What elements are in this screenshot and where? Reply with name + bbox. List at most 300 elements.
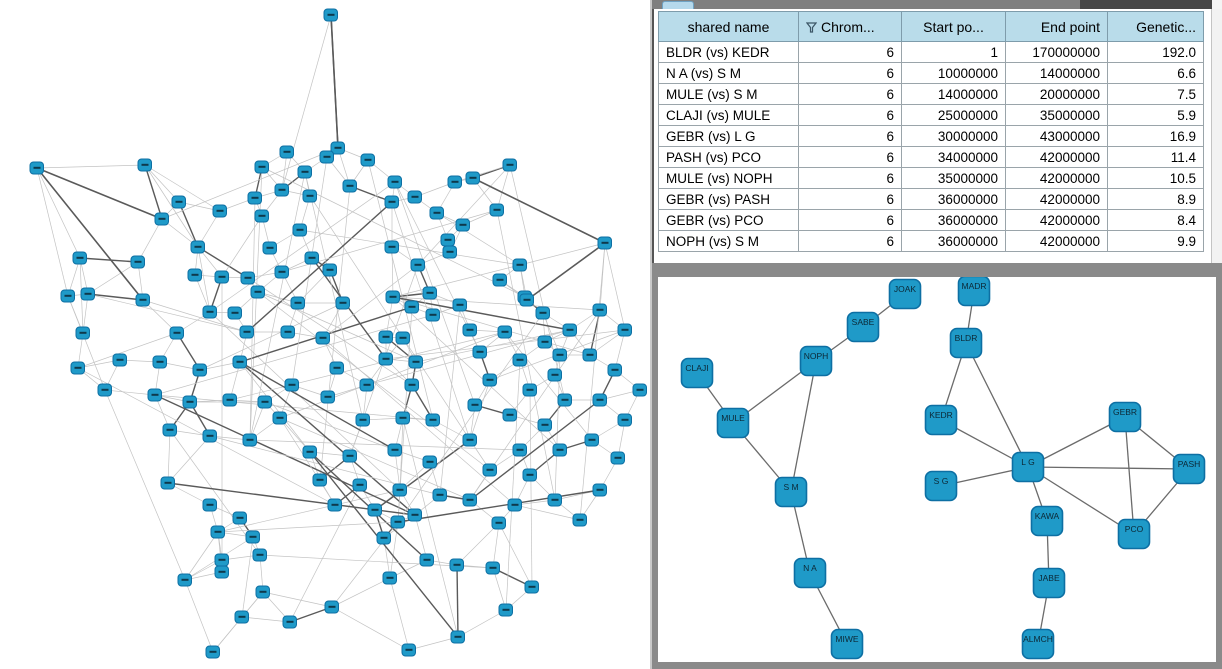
network-node[interactable]	[538, 336, 552, 348]
node-label-mark	[477, 351, 484, 353]
node-label-mark	[527, 389, 534, 391]
node-label-mark	[467, 329, 474, 331]
column-header-end_point[interactable]	[1006, 12, 1108, 42]
network-node[interactable]	[388, 176, 402, 188]
network-node[interactable]	[451, 631, 465, 643]
table-cell-end_point: 14000000	[1006, 63, 1108, 84]
table-cell-start_point: 25000000	[902, 105, 1006, 126]
window-top-strip	[652, 0, 1222, 9]
network-node[interactable]	[525, 581, 539, 593]
network-node[interactable]	[275, 266, 289, 278]
network-node[interactable]	[191, 241, 205, 253]
node-label-mark	[219, 276, 226, 278]
node-label-mark	[210, 651, 217, 653]
network-node[interactable]	[136, 294, 150, 306]
column-header-shared_name[interactable]	[659, 12, 799, 42]
network-node[interactable]	[553, 444, 567, 456]
node-label-mark	[260, 591, 267, 593]
network-node[interactable]	[323, 264, 337, 276]
network-node[interactable]	[618, 324, 632, 336]
network-edge	[493, 523, 499, 568]
node-label-mark	[457, 304, 464, 306]
network-node-kawa[interactable]	[1032, 507, 1063, 536]
network-node-almch[interactable]	[1023, 630, 1054, 659]
table-row[interactable]	[659, 147, 1204, 168]
column-header-label: Genetic...	[1136, 18, 1196, 35]
node-label-mark	[467, 499, 474, 501]
network-node[interactable]	[466, 172, 480, 184]
network-node[interactable]	[113, 354, 127, 366]
node-label-mark	[517, 264, 524, 266]
node-label-mark	[257, 554, 264, 556]
network-node[interactable]	[503, 409, 517, 421]
node-label-mark	[517, 359, 524, 361]
network-node[interactable]	[361, 154, 375, 166]
network-node[interactable]	[383, 572, 397, 584]
network-node[interactable]	[450, 559, 464, 571]
network-edge[interactable]	[791, 361, 816, 492]
network-node[interactable]	[385, 241, 399, 253]
network-node[interactable]	[513, 354, 527, 366]
node-label-mark	[383, 336, 390, 338]
table-cell-start_point: 14000000	[902, 84, 1006, 105]
node-label-mark	[406, 649, 413, 651]
table-cell-genetic: 8.4	[1108, 210, 1204, 231]
network-node[interactable]	[483, 374, 497, 386]
network-node[interactable]	[423, 456, 437, 468]
table-cell-shared_name: PASH (vs) PCO	[659, 147, 799, 168]
node-label-mark	[577, 519, 584, 521]
node-label-mark	[437, 494, 444, 496]
network-node[interactable]	[463, 324, 477, 336]
network-node[interactable]	[593, 484, 607, 496]
network-node[interactable]	[131, 256, 145, 268]
network-node[interactable]	[368, 504, 382, 516]
network-node[interactable]	[593, 394, 607, 406]
network-node[interactable]	[161, 477, 175, 489]
network-node[interactable]	[490, 204, 504, 216]
network-node[interactable]	[433, 489, 447, 501]
node-label-mark	[383, 358, 390, 360]
network-node[interactable]	[71, 362, 85, 374]
network-node[interactable]	[391, 516, 405, 528]
node-label-mark	[387, 577, 394, 579]
edge-attribute-table-panel	[652, 9, 1222, 263]
network-node-l-g[interactable]	[1013, 453, 1044, 482]
network-edge[interactable]	[966, 343, 1028, 467]
node-label-mark	[295, 302, 302, 304]
node-label-mark	[307, 195, 314, 197]
network-node[interactable]	[379, 353, 393, 365]
table-cell-start_point: 30000000	[902, 126, 1006, 147]
network-node-sabe[interactable]	[848, 313, 879, 342]
node-label-mark	[430, 314, 437, 316]
network-node[interactable]	[443, 246, 457, 258]
node-label-mark	[455, 636, 462, 638]
network-node[interactable]	[503, 159, 517, 171]
node-label-mark	[259, 166, 266, 168]
node-label-mark	[357, 484, 364, 486]
node-label: JABE	[1038, 573, 1060, 583]
table-cell-chromosome: 6	[799, 231, 902, 252]
node-label-mark	[589, 439, 596, 441]
network-node[interactable]	[388, 444, 402, 456]
network-node[interactable]	[148, 389, 162, 401]
node-label-mark	[244, 331, 251, 333]
network-node-kedr[interactable]	[926, 406, 957, 435]
table-row[interactable]	[659, 105, 1204, 126]
node-label-mark	[207, 311, 214, 313]
network-node[interactable]	[486, 562, 500, 574]
network-edge	[168, 430, 170, 483]
network-node[interactable]	[138, 159, 152, 171]
network-node-n-a[interactable]	[795, 559, 826, 588]
network-node[interactable]	[420, 554, 434, 566]
network-node[interactable]	[255, 210, 269, 222]
node-label-mark	[195, 246, 202, 248]
network-node[interactable]	[408, 509, 422, 521]
network-node[interactable]	[618, 414, 632, 426]
node-label-mark	[527, 474, 534, 476]
network-node[interactable]	[246, 531, 260, 543]
network-node[interactable]	[563, 324, 577, 336]
node-label-mark	[389, 246, 396, 248]
network-node[interactable]	[255, 161, 269, 173]
network-node-jabe[interactable]	[1034, 569, 1065, 598]
node-label-mark	[215, 531, 222, 533]
column-header-genetic[interactable]	[1108, 12, 1204, 42]
table-cell-chromosome: 6	[799, 126, 902, 147]
network-node[interactable]	[448, 176, 462, 188]
network-node[interactable]	[499, 604, 513, 616]
network-node[interactable]	[558, 394, 572, 406]
table-cell-shared_name: N A (vs) S M	[659, 63, 799, 84]
network-node-s-g[interactable]	[926, 472, 957, 501]
node-label-mark	[512, 504, 519, 506]
network-node[interactable]	[385, 196, 399, 208]
network-node[interactable]	[273, 412, 287, 424]
network-node[interactable]	[293, 224, 307, 236]
network-edge	[242, 537, 253, 617]
network-node[interactable]	[426, 414, 440, 426]
table-cell-end_point: 42000000	[1006, 147, 1108, 168]
network-node-s-m[interactable]	[776, 478, 807, 507]
network-edge	[210, 182, 395, 312]
network-node[interactable]	[508, 499, 522, 511]
node-label-mark	[487, 469, 494, 471]
network-node[interactable]	[324, 9, 338, 21]
network-node[interactable]	[203, 306, 217, 318]
table-cell-start_point: 10000000	[902, 63, 1006, 84]
network-node[interactable]	[377, 532, 391, 544]
network-node[interactable]	[328, 499, 342, 511]
sub-network-canvas[interactable]	[658, 277, 1216, 662]
network-node[interactable]	[280, 146, 294, 158]
network-node[interactable]	[523, 384, 537, 396]
node-label-mark	[217, 210, 224, 212]
network-node[interactable]	[325, 601, 339, 613]
network-node[interactable]	[379, 331, 393, 343]
network-node[interactable]	[183, 396, 197, 408]
network-node[interactable]	[611, 452, 625, 464]
network-node[interactable]	[396, 412, 410, 424]
table-scrollbar-track[interactable]	[1211, 9, 1222, 263]
network-node[interactable]	[256, 586, 270, 598]
network-node[interactable]	[426, 309, 440, 321]
network-node[interactable]	[330, 362, 344, 374]
table-cell-genetic: 11.4	[1108, 147, 1204, 168]
column-header-start_point[interactable]	[902, 12, 1006, 42]
network-node[interactable]	[76, 327, 90, 339]
table-row[interactable]	[659, 126, 1204, 147]
table-row[interactable]	[659, 210, 1204, 231]
network-node[interactable]	[215, 554, 229, 566]
table-cell-chromosome: 6	[799, 105, 902, 126]
network-node[interactable]	[291, 297, 305, 309]
network-edge	[88, 262, 138, 294]
network-node[interactable]	[235, 611, 249, 623]
network-node[interactable]	[213, 205, 227, 217]
network-node[interactable]	[498, 326, 512, 338]
node-label-mark	[552, 374, 559, 376]
table-row[interactable]	[659, 84, 1204, 105]
table-cell-chromosome: 6	[799, 84, 902, 105]
network-node[interactable]	[456, 219, 470, 231]
network-node[interactable]	[553, 349, 567, 361]
network-node[interactable]	[188, 269, 202, 281]
network-node[interactable]	[303, 190, 317, 202]
network-node[interactable]	[263, 242, 277, 254]
node-label-mark	[447, 251, 454, 253]
node-label-mark	[317, 479, 324, 481]
node-label-mark	[325, 396, 332, 398]
table-row[interactable]	[659, 63, 1204, 84]
network-node[interactable]	[240, 326, 254, 338]
node-label-mark	[587, 354, 594, 356]
node-label-mark	[557, 449, 564, 451]
node-label-mark	[159, 218, 166, 220]
table-cell-chromosome: 6	[799, 63, 902, 84]
table-cell-shared_name: GEBR (vs) L G	[659, 126, 799, 147]
node-label-mark	[340, 302, 347, 304]
network-node[interactable]	[203, 499, 217, 511]
network-node[interactable]	[215, 566, 229, 578]
network-node[interactable]	[73, 252, 87, 264]
table-row[interactable]	[659, 42, 1204, 63]
network-node[interactable]	[633, 384, 647, 396]
network-node[interactable]	[483, 464, 497, 476]
network-node[interactable]	[193, 364, 207, 376]
network-node-mule[interactable]	[718, 409, 749, 438]
network-node[interactable]	[353, 479, 367, 491]
network-node[interactable]	[321, 391, 335, 403]
table-row[interactable]	[659, 189, 1204, 210]
network-edge	[37, 165, 145, 168]
network-node[interactable]	[215, 271, 229, 283]
node-label-mark	[329, 606, 336, 608]
network-node[interactable]	[608, 364, 622, 376]
network-node[interactable]	[343, 180, 357, 192]
network-node[interactable]	[405, 301, 419, 313]
network-node[interactable]	[463, 434, 477, 446]
network-node[interactable]	[285, 379, 299, 391]
network-node[interactable]	[513, 259, 527, 271]
node-label-mark	[612, 369, 619, 371]
network-node[interactable]	[468, 399, 482, 411]
table-row[interactable]	[659, 168, 1204, 189]
network-node[interactable]	[320, 151, 334, 163]
network-edge[interactable]	[1125, 417, 1134, 534]
table-cell-chromosome: 6	[799, 42, 902, 63]
sub-network-panel[interactable]	[658, 277, 1216, 662]
network-node[interactable]	[538, 419, 552, 431]
node-label-mark	[507, 164, 514, 166]
network-node-pco[interactable]	[1119, 520, 1150, 549]
network-node[interactable]	[583, 349, 597, 361]
network-edge[interactable]	[1028, 467, 1189, 469]
network-edge	[290, 485, 360, 622]
network-node[interactable]	[356, 414, 370, 426]
network-node[interactable]	[275, 184, 289, 196]
network-node[interactable]	[408, 191, 422, 203]
network-node[interactable]	[573, 514, 587, 526]
network-node[interactable]	[305, 252, 319, 264]
node-label-mark	[285, 331, 292, 333]
network-node-madr[interactable]	[959, 277, 990, 306]
node-label: MADR	[961, 281, 987, 291]
network-node[interactable]	[336, 297, 350, 309]
network-node[interactable]	[163, 424, 177, 436]
network-node[interactable]	[343, 450, 357, 462]
network-node[interactable]	[283, 616, 297, 628]
network-node[interactable]	[243, 434, 257, 446]
network-node[interactable]	[492, 517, 506, 529]
network-node[interactable]	[548, 494, 562, 506]
network-node-claji[interactable]	[682, 359, 713, 388]
node-label-mark	[470, 177, 477, 179]
node-label-mark	[454, 564, 461, 566]
network-node[interactable]	[155, 213, 169, 225]
network-node[interactable]	[393, 484, 407, 496]
column-header-label: shared name	[687, 18, 770, 35]
network-node[interactable]	[223, 394, 237, 406]
network-node-gebr[interactable]	[1110, 403, 1141, 432]
network-node-noph[interactable]	[801, 347, 832, 376]
network-node[interactable]	[520, 294, 534, 306]
node-label-mark	[540, 312, 547, 314]
node-label: S G	[933, 476, 949, 486]
node-label-mark	[192, 274, 199, 276]
network-node[interactable]	[61, 290, 75, 302]
network-node[interactable]	[493, 274, 507, 286]
network-node[interactable]	[253, 549, 267, 561]
node-label-mark	[247, 439, 254, 441]
network-node[interactable]	[81, 288, 95, 300]
network-node[interactable]	[98, 384, 112, 396]
network-node[interactable]	[298, 166, 312, 178]
network-node[interactable]	[513, 444, 527, 456]
node-label-mark	[542, 341, 549, 343]
node-label: GEBR	[1112, 407, 1138, 417]
network-node[interactable]	[523, 469, 537, 481]
network-node[interactable]	[402, 644, 416, 656]
network-node[interactable]	[453, 299, 467, 311]
network-node[interactable]	[441, 234, 455, 246]
network-node[interactable]	[170, 327, 184, 339]
network-node[interactable]	[172, 196, 186, 208]
network-node[interactable]	[206, 646, 220, 658]
node-label-mark	[152, 394, 159, 396]
node-label-mark	[430, 419, 437, 421]
node-label-mark	[227, 399, 234, 401]
network-node[interactable]	[548, 369, 562, 381]
network-node-bldr[interactable]	[951, 329, 982, 358]
network-node[interactable]	[203, 430, 217, 442]
network-node[interactable]	[316, 332, 330, 344]
network-edge	[457, 523, 499, 565]
network-node[interactable]	[313, 474, 327, 486]
node-label-mark	[297, 229, 304, 231]
node-label-mark	[365, 159, 372, 161]
network-edge	[415, 515, 427, 560]
network-node[interactable]	[411, 259, 425, 271]
node-label-mark	[347, 185, 354, 187]
network-node[interactable]	[241, 272, 255, 284]
network-node[interactable]	[233, 512, 247, 524]
network-edge	[88, 294, 247, 332]
filter-icon[interactable]	[806, 22, 817, 33]
node-label-mark	[279, 271, 286, 273]
network-node[interactable]	[248, 192, 262, 204]
node-label: KAWA	[1034, 511, 1060, 521]
network-node[interactable]	[258, 396, 272, 408]
network-node[interactable]	[30, 162, 44, 174]
network-node[interactable]	[473, 346, 487, 358]
network-node-pash[interactable]	[1174, 455, 1205, 484]
network-node[interactable]	[593, 304, 607, 316]
node-label-mark	[372, 509, 379, 511]
network-node[interactable]	[303, 446, 317, 458]
network-node-miwe[interactable]	[832, 630, 863, 659]
network-node[interactable]	[233, 356, 247, 368]
network-node[interactable]	[251, 286, 265, 298]
network-node[interactable]	[598, 237, 612, 249]
network-node[interactable]	[386, 291, 400, 303]
node-label-mark	[467, 439, 474, 441]
network-node[interactable]	[153, 356, 167, 368]
network-node[interactable]	[585, 434, 599, 446]
network-node[interactable]	[536, 307, 550, 319]
table-row[interactable]	[659, 231, 1204, 252]
network-node[interactable]	[211, 526, 225, 538]
network-node-joak[interactable]	[890, 280, 921, 309]
network-node[interactable]	[405, 379, 419, 391]
node-label-mark	[140, 299, 147, 301]
network-node[interactable]	[178, 574, 192, 586]
node-label-mark	[542, 424, 549, 426]
network-node[interactable]	[409, 356, 423, 368]
node-label-mark	[392, 449, 399, 451]
network-node[interactable]	[396, 332, 410, 344]
network-node[interactable]	[228, 307, 242, 319]
network-node[interactable]	[423, 287, 437, 299]
network-node[interactable]	[463, 494, 477, 506]
column-header-chromosome[interactable]	[799, 12, 902, 42]
node-label-mark	[77, 257, 84, 259]
network-node[interactable]	[360, 379, 374, 391]
network-node[interactable]	[281, 326, 295, 338]
network-node[interactable]	[430, 207, 444, 219]
